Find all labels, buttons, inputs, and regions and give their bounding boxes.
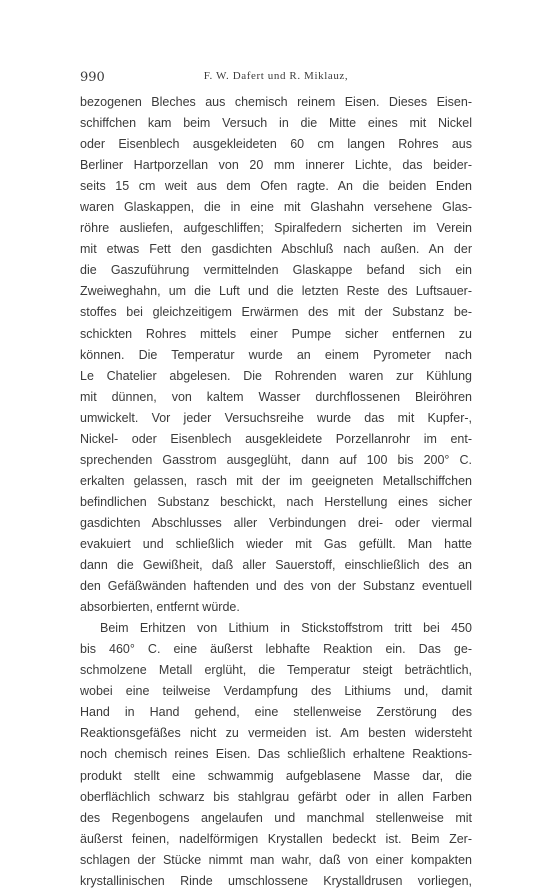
text-line: bis 460° C. eine äußerst lebhafte Reaktion ein. Das ge-: [80, 642, 472, 657]
text-line: oberflächlich schwarz bis stahlgrau gefärbt oder in allen Farben: [80, 789, 472, 804]
text-line: absorbierten, entfernt würde.: [80, 600, 240, 615]
text-line: mit etwas Fett den gasdichten Abschluß nach außen. An der: [80, 242, 472, 257]
text-line: den Gefäßwänden haftenden und des von der Substanz eventuell: [80, 579, 472, 594]
text-line: dann die Gewißheit, daß aller Sauerstoff, einschließlich des an: [80, 558, 472, 573]
text-line: äußerst feinen, nadelförmigen Krystallen bedeckt ist. Beim Zer-: [80, 831, 472, 846]
text-line: des Regenbogens angelaufen und manchmal stellenweise mit: [80, 810, 472, 825]
text-line: schiffchen kam beim Versuch in die Mitte eines mit Nickel: [80, 116, 472, 131]
text-line: Zweiweghahn, um die Luft und die letzten Reste des Luftsauer-: [80, 284, 472, 299]
text-line: gasdichten Abschlusses aller Verbindungen drei- oder viermal: [80, 515, 472, 530]
text-line: Reaktionsgefäßes nicht zu vermeiden ist. Am besten widersteht: [80, 726, 472, 741]
text-line: bezogenen Bleches aus chemisch reinem Eisen. Dieses Eisen-: [80, 95, 472, 109]
text-line: schmolzene Metall erglüht, die Temperatur steigt beträchtlich,: [80, 663, 472, 678]
text-line: erkalten gelassen, rasch mit der im geeigneten Metallschiffchen: [80, 473, 472, 488]
text-line: mit dünnen, von kaltem Wasser durchflossenen Bleiröhren: [80, 389, 472, 404]
text-line: schickten Rohres mittels einer Pumpe sicher entfernen zu: [80, 326, 472, 341]
running-head: F. W. Dafert und R. Miklauz,: [203, 70, 349, 82]
text-line: Berliner Hartporzellan von 20 mm innerer Lichte, das beider-: [80, 158, 472, 173]
text-line: Le Chatelier abgelesen. Die Rohrenden waren zur Kühlung: [80, 368, 472, 383]
text-line: schlagen der Stücke nimmt man wahr, daß von einer kompakten: [80, 852, 472, 867]
text-line: sprechenden Gasstrom ausgeglüht, dann auf 100 bis 200° C.: [80, 452, 472, 467]
text-line: können. Die Temperatur wurde an einem Pyrometer nach: [80, 347, 472, 362]
body-text: [80, 92, 472, 892]
text-line: die Gaszuführung vermittelnden Glaskappe befand sich ein: [80, 263, 472, 278]
text-line: produkt stellt eine schwammig aufgeblasene Masse dar, die: [80, 768, 472, 783]
text-line: krystallinischen Rinde umschlossene Krystalldrusen vorliegen,: [80, 873, 472, 888]
text-line: seits 15 cm weit aus dem Ofen ragte. An die beiden Enden: [80, 179, 472, 194]
paragraph-1: [80, 92, 472, 618]
text-line: Beim Erhitzen von Lithium in Stickstoffstrom tritt bei 450: [100, 621, 472, 636]
text-line: umwickelt. Vor jeder Versuchsreihe wurde das mit Kupfer-,: [80, 410, 472, 425]
text-line: Hand in Hand gehend, eine stellenweise Zerstörung des: [80, 705, 472, 720]
text-line: röhre ausliefen, aufgeschliffen; Spiralfedern sicherten im Verein: [80, 221, 472, 236]
text-line: Nickel- oder Eisenblech ausgekleidete Porzellanrohr im ent-: [80, 431, 472, 446]
text-line: befindlichen Substanz beschickt, nach Herstellung eines sicher: [80, 494, 472, 509]
paragraph-2: [80, 618, 472, 892]
text-line: waren Glaskappen, die in eine mit Glashahn versehene Glas-: [80, 200, 472, 215]
text-line: wobei eine teilweise Verdampfung des Lithiums und, damit: [80, 684, 472, 699]
text-line: evakuiert und schließlich wieder mit Gas gefüllt. Man hatte: [80, 536, 472, 551]
text-line: noch chemisch reines Eisen. Das schließlich erhaltene Reaktions-: [80, 747, 472, 762]
text-line: oder Eisenblech ausgekleideten 60 cm langen Rohres aus: [80, 137, 472, 152]
page-header: [80, 70, 472, 86]
page-number: 990: [80, 70, 105, 85]
text-line: stoffes bei gleichzeitigem Erwärmen des mit der Substanz be-: [80, 305, 472, 320]
